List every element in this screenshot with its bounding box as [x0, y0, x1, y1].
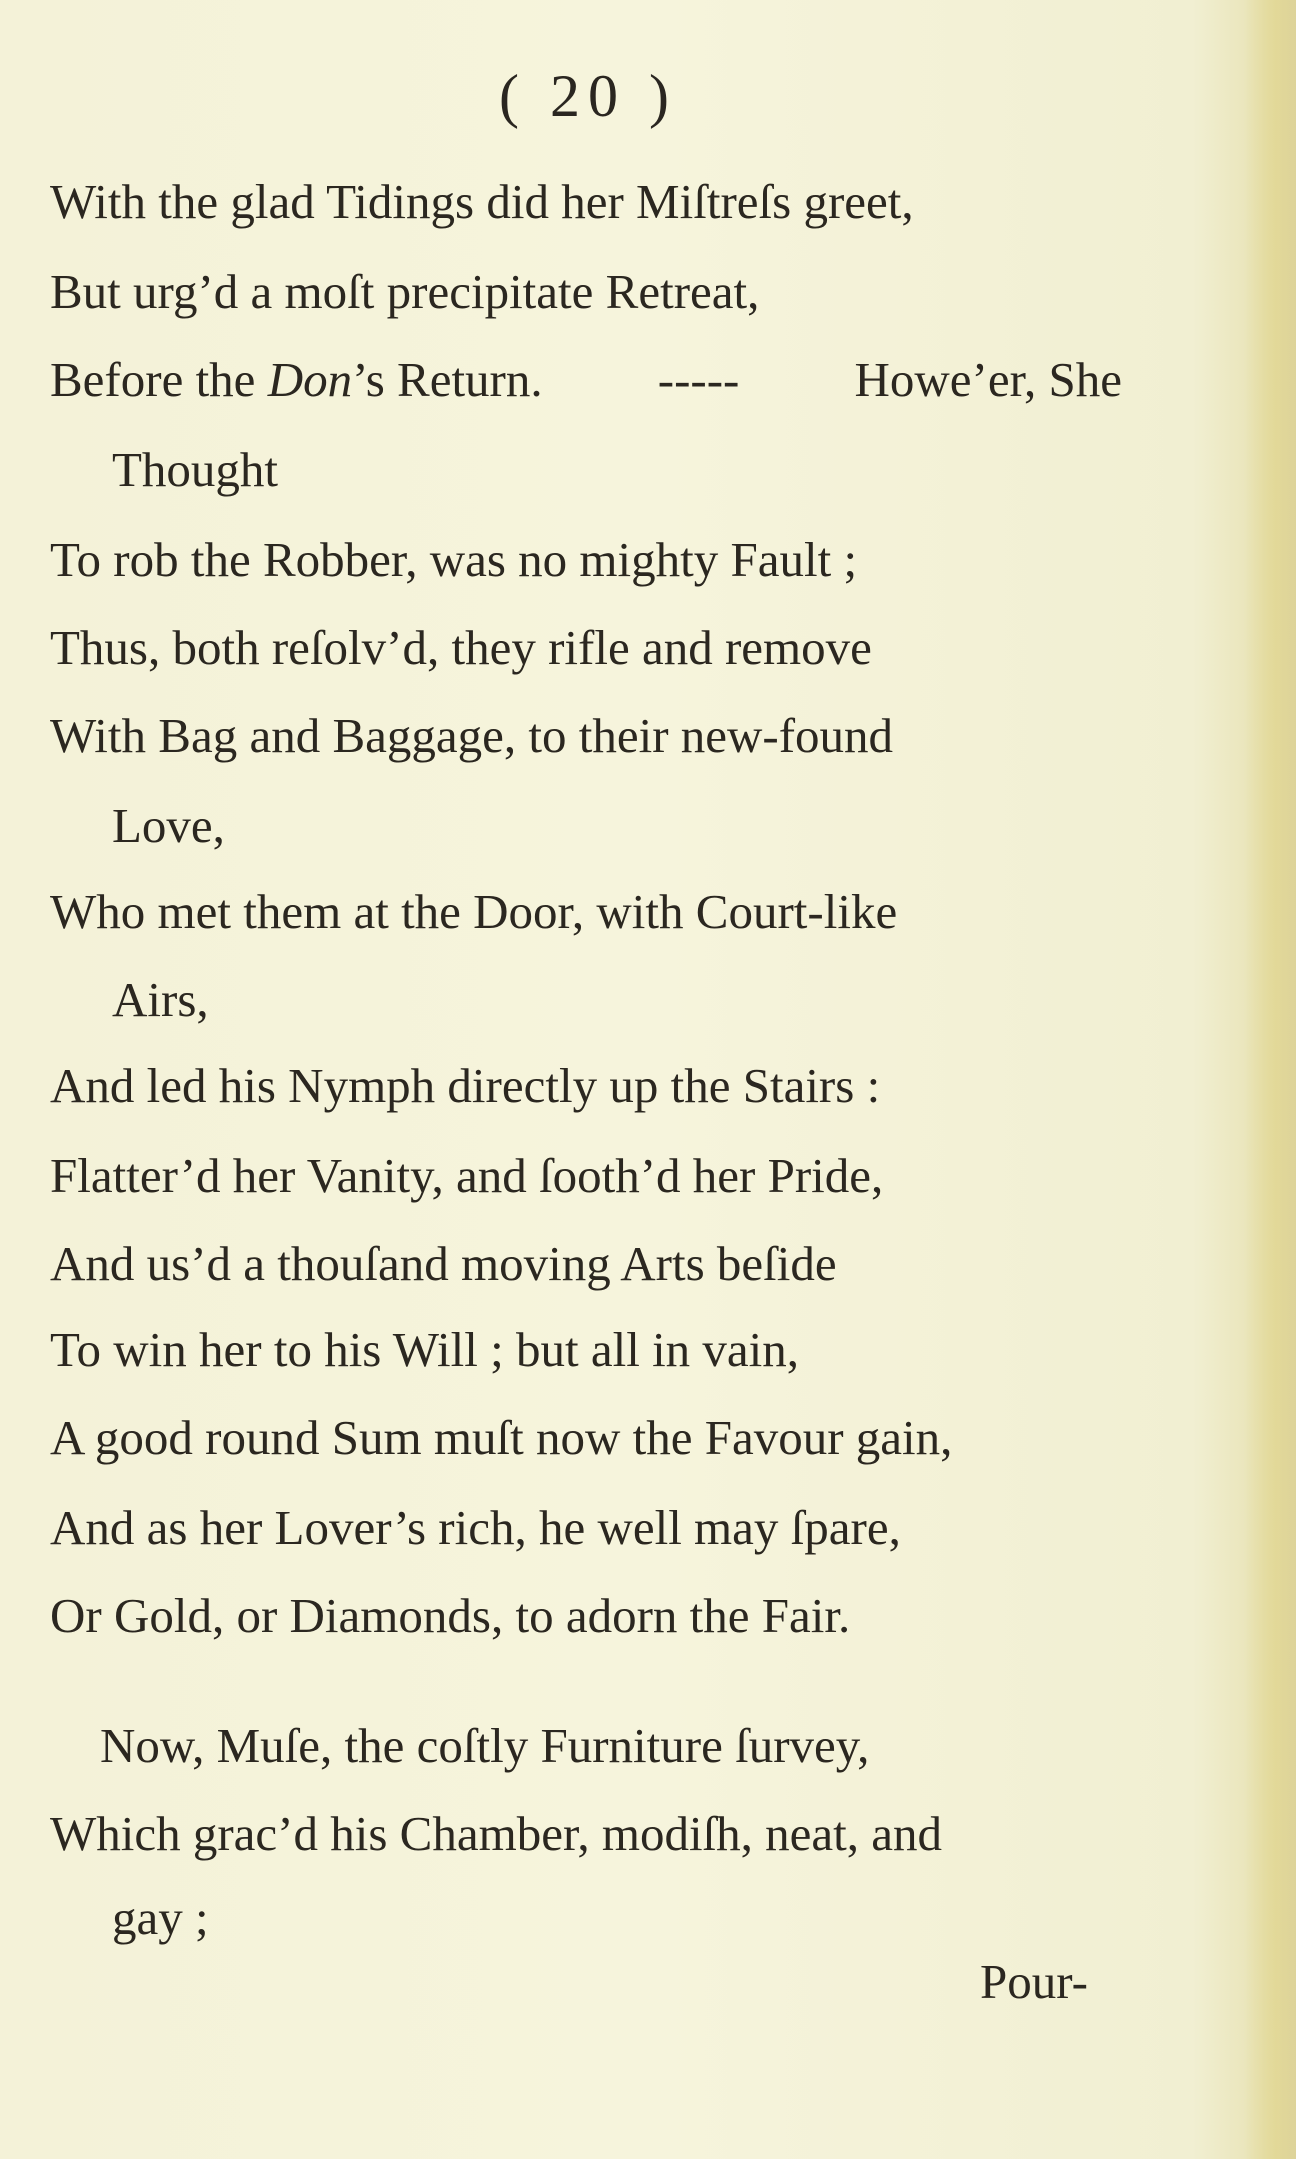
- verse-line-continuation: gay ;: [112, 1890, 209, 1945]
- verse-segment: Howe’er, She: [854, 352, 1122, 407]
- verse-line: [50, 350, 1122, 410]
- verse-line: With the glad Tidings did her Miſtreſs greet,: [50, 174, 914, 229]
- verse-line-continuation: Airs,: [112, 972, 209, 1027]
- verse-line: A good round Sum muſt now the Favour gain,: [50, 1410, 953, 1465]
- verse-line: Or Gold, or Diamonds, to adorn the Fair.: [50, 1588, 851, 1643]
- verse-line: And us’d a thouſand moving Arts beſide: [50, 1236, 837, 1291]
- verse-line: To win her to his Will ; but all in vain,: [50, 1322, 800, 1377]
- catchword: Pour-: [980, 1954, 1088, 2009]
- page-edge: [1244, 0, 1296, 2159]
- verse-line: But urg’d a moſt precipitate Retreat,: [50, 264, 760, 319]
- verse-line: Now, Muſe, the coſtly Furniture ſurvey,: [100, 1718, 870, 1773]
- verse-line-continuation: Thought: [112, 442, 279, 497]
- verse-line: And led his Nymph directly up the Stairs :: [50, 1058, 881, 1113]
- verse-line: And as her Lover’s rich, he well may ſpare,: [50, 1500, 901, 1555]
- verse-line: [50, 706, 1122, 766]
- verse-line: Flatter’d her Vanity, and ſooth’d her Pride,: [50, 1148, 884, 1203]
- page-number: ( 20 ): [499, 63, 677, 129]
- dash-separator: -----: [657, 352, 740, 407]
- italic-name: Don: [267, 352, 353, 407]
- verse-line: To rob the Robber, was no mighty Fault ;: [50, 532, 858, 587]
- verse-line: Which grac’d his Chamber, modiſh, neat, and: [50, 1806, 943, 1861]
- verse-segment: Before the Don’s Return.: [50, 352, 543, 407]
- verse-line: Thus, both reſolv’d, they rifle and remove: [50, 620, 872, 675]
- verse-line-continuation: Love,: [112, 798, 225, 853]
- verse-text: With Bag and Baggage, to their new-found: [50, 708, 894, 763]
- verse-line: Who met them at the Door, with Court-like: [50, 884, 898, 939]
